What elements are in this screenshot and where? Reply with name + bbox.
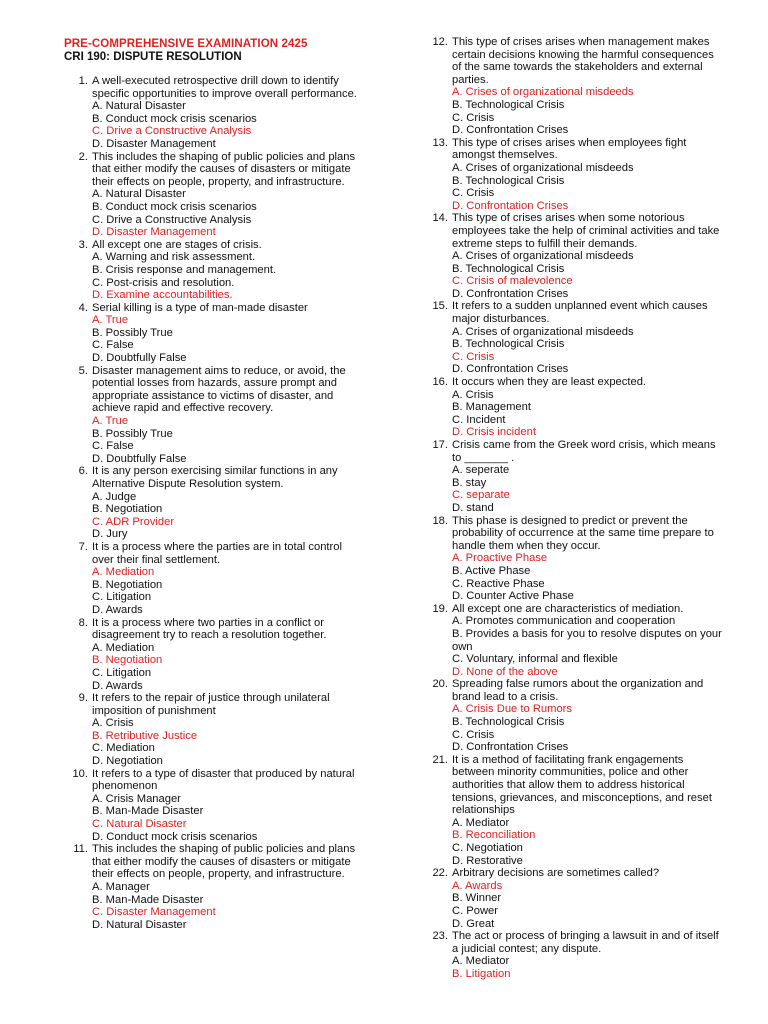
- question-text: It refers to a type of disaster that produced by natural phenomenon: [92, 767, 355, 793]
- answer-option-correct: D. Disaster Management: [92, 226, 216, 239]
- question-item: [424, 930, 724, 980]
- question-text: This includes the shaping of public policies and plans that either modify the causes of disasters or mitigate their effects on people, property, and infrastructure.: [92, 843, 356, 881]
- question-number: 4.: [78, 301, 88, 314]
- answer-option: B. Crisis response and management.: [92, 263, 277, 276]
- answer-option: C. Reactive Phase: [452, 577, 545, 590]
- answer-option: D. Confrontation Crises: [452, 741, 569, 754]
- right-column: [424, 36, 724, 981]
- answer-option: A. Crisis: [452, 388, 494, 401]
- question-text: It refers to the repair of justice through unilateral imposition of punishment: [92, 692, 330, 717]
- question-item: [424, 515, 724, 603]
- exam-header: [64, 38, 307, 64]
- answer-option: C. Drive a Constructive Analysis: [92, 213, 252, 226]
- question-number: 9.: [78, 692, 88, 705]
- answer-option: A. Crises of organizational misdeeds: [452, 250, 634, 263]
- answer-option: B. Possibly True: [92, 326, 173, 339]
- question-text: The act or process of bringing a lawsuit in and of itself a judicial contest; any dispute.: [452, 930, 719, 955]
- answer-option: C. Litigation: [92, 591, 152, 604]
- question-text: This type of crises arises when management makes certain decisions knowing the harmful consequences of the same towards the stakeholders and external parties.: [452, 36, 714, 86]
- question-item: [64, 239, 364, 302]
- answer-option: A. Manager: [92, 881, 150, 893]
- question-item: [64, 365, 364, 466]
- answer-option-correct: B. Reconciliation: [452, 829, 536, 842]
- answer-option: B. Technological Crisis: [452, 98, 565, 111]
- answer-option: C. Crisis: [452, 111, 495, 124]
- answer-option: C. Mediation: [92, 742, 155, 755]
- question-item: [424, 603, 724, 679]
- question-number: 10.: [72, 767, 88, 780]
- answer-option: D. Awards: [92, 603, 143, 616]
- answer-option-correct: D. None of the above: [452, 665, 558, 678]
- question-number: 2.: [78, 150, 88, 163]
- question-item: [424, 212, 724, 300]
- answer-option: A. seperate: [452, 464, 510, 477]
- answer-option: D. Natural Disaster: [92, 918, 187, 931]
- question-text: It is any person exercising similar functions in any Alternative Dispute Resolution system.: [92, 465, 338, 490]
- answer-option: C. False: [92, 339, 134, 352]
- answer-option: B. Provides a basis for you to resolve disputes on your own: [452, 627, 722, 653]
- question-number: 13.: [432, 136, 448, 149]
- question-item: [424, 439, 724, 515]
- question-number: 14.: [432, 212, 448, 225]
- question-text: A well-executed retrospective drill down to identify specific opportunities to improve overall performance.: [92, 75, 357, 100]
- answer-option: B. Technological Crisis: [452, 338, 565, 351]
- exam-title: PRE-COMPREHENSIVE EXAMINATION 2425: [64, 38, 308, 50]
- answer-option: D. Jury: [92, 528, 128, 541]
- answer-option: B. Management: [452, 401, 531, 414]
- answer-option: A. Mediator: [452, 816, 510, 829]
- answer-option-correct: A. Crisis Due to Rumors: [452, 703, 572, 716]
- answer-option: B. stay: [452, 476, 487, 489]
- question-text: Spreading false rumors about the organization and brand lead to a crisis.: [452, 678, 704, 703]
- answer-option: C. Power: [452, 904, 499, 917]
- question-number: 22.: [432, 867, 448, 880]
- answer-option: D. Doubtfully False: [92, 452, 187, 465]
- question-number: 23.: [432, 930, 448, 943]
- question-text: It refers to a sudden unplanned event which causes major disturbances.: [452, 300, 708, 326]
- question-item: [64, 465, 364, 541]
- question-number: 20.: [432, 678, 448, 691]
- question-text: This type of crises arises when employees fight amongst themselves.: [452, 136, 687, 162]
- answer-option: A. Crises of organizational misdeeds: [452, 325, 634, 338]
- question-text: It is a process where two parties in a conflict or disagreement try to reach a resolution together.: [92, 616, 327, 642]
- question-text: This type of crises arises when some notorious employees take the help of criminal activities and take extreme steps to fulfill their demands.: [452, 212, 720, 250]
- answer-option: C. Negotiation: [452, 842, 523, 854]
- question-text: It is a method of facilitating frank engagements between minority communities, police and other authorities that allow them to address historical tensions, grievances, and misconceptions, and reset relationships: [452, 753, 712, 817]
- answer-option-correct: B. Retributive Justice: [92, 729, 198, 742]
- answer-option-correct: B. Negotiation: [92, 654, 163, 667]
- question-number: 11.: [73, 843, 88, 856]
- answer-option: D. Awards: [92, 679, 143, 692]
- answer-option: A. Mediation: [92, 641, 155, 654]
- question-number: 5.: [78, 364, 88, 377]
- question-text: This includes the shaping of public policies and plans that either modify the causes of disasters or mitigate their effects on people, property, and infrastructure.: [92, 150, 356, 188]
- question-number: 21.: [432, 753, 448, 766]
- answer-option: D. Confrontation Crises: [452, 124, 569, 137]
- answer-option-correct: D. Crisis incident: [452, 426, 536, 439]
- question-item: [64, 302, 364, 365]
- question-number: 1.: [78, 75, 88, 87]
- answer-option-correct: A. True: [92, 314, 129, 327]
- question-number: 8.: [78, 616, 88, 629]
- question-item: [424, 678, 724, 754]
- course-title: CRI 190: DISPUTE RESOLUTION: [64, 51, 242, 63]
- answer-option: D. Counter Active Phase: [452, 590, 574, 603]
- answer-option: B. Winner: [452, 892, 502, 905]
- answer-option: B. Negotiation: [92, 503, 163, 516]
- question-number: 15.: [432, 300, 448, 313]
- answer-option: D. Doubtfully False: [92, 352, 187, 365]
- answer-option: D. Negotiation: [92, 755, 163, 768]
- answer-option: A. Promotes communication and cooperation: [452, 615, 676, 628]
- answer-option: B. Man-Made Disaster: [92, 893, 204, 906]
- answer-option-correct: C. Natural Disaster: [92, 818, 187, 831]
- answer-option: B. Technological Crisis: [452, 262, 565, 275]
- question-item: [424, 300, 724, 376]
- question-text: This phase is designed to predict or prevent the probability of occurrence at the same time prepare to handle them when they occur.: [452, 514, 714, 552]
- answer-option: A. Crisis: [92, 717, 134, 730]
- answer-option-correct: A. Proactive Phase: [452, 552, 548, 565]
- question-text: Crisis came from the Greek word crisis, which means to _______ .: [452, 439, 716, 464]
- answer-option: A. Crisis Manager: [92, 792, 181, 805]
- question-text: Arbitrary decisions are sometimes called?: [452, 867, 660, 880]
- answer-option: B. Man-Made Disaster: [92, 805, 204, 818]
- question-item: [424, 137, 724, 213]
- question-item: [64, 541, 364, 617]
- question-item: [64, 843, 364, 931]
- answer-option: B. Possibly True: [92, 427, 173, 440]
- question-number: 12.: [432, 36, 448, 48]
- question-item: [64, 75, 364, 151]
- answer-option-correct: C. Crisis of malevolence: [452, 275, 573, 288]
- question-number: 16.: [432, 376, 448, 389]
- answer-option: C. Crisis: [452, 728, 495, 741]
- question-item: [64, 617, 364, 693]
- answer-option: D. Disaster Management: [92, 137, 216, 150]
- question-item: [64, 768, 364, 844]
- answer-option: B. Conduct mock crisis scenarios: [92, 200, 257, 213]
- answer-option-correct: C. Drive a Constructive Analysis: [92, 125, 252, 138]
- answer-option-correct: B. Litigation: [452, 967, 511, 980]
- question-number: 18.: [432, 514, 448, 527]
- question-number: 6.: [78, 465, 88, 478]
- answer-option: C. Litigation: [92, 666, 152, 679]
- answer-option: B. Active Phase: [452, 564, 531, 577]
- answer-option: D. Confrontation Crises: [452, 287, 569, 300]
- answer-option: C. Crisis: [452, 187, 495, 200]
- answer-option: A. Natural Disaster: [92, 100, 186, 113]
- answer-option: D. Confrontation Crises: [452, 363, 569, 376]
- question-text: It is a process where the parties are in total control over their final settlement.: [92, 540, 342, 566]
- answer-option: D. Conduct mock crisis scenarios: [92, 830, 258, 843]
- answer-option-correct: A. Mediation: [92, 566, 155, 579]
- answer-option: B. Technological Crisis: [452, 716, 565, 729]
- answer-option: D. Restorative: [452, 854, 523, 867]
- question-text: Disaster management aims to reduce, or avoid, the potential losses from hazards, assure prompt and appropriate assistance to victims of disaster, and achieve rapid and effective recovery.: [92, 364, 346, 415]
- answer-option-correct: A. True: [92, 415, 129, 428]
- question-item: [424, 376, 724, 439]
- question-item: [424, 36, 724, 137]
- answer-option: C. Incident: [452, 413, 506, 426]
- answer-option: C. False: [92, 440, 134, 453]
- answer-option: C. Post-crisis and resolution.: [92, 276, 235, 289]
- question-item: [64, 151, 364, 239]
- answer-option: C. Voluntary, informal and flexible: [452, 653, 618, 666]
- answer-option: D. stand: [452, 501, 494, 514]
- answer-option: A. Natural Disaster: [92, 188, 186, 201]
- question-item: [424, 867, 724, 930]
- answer-option-correct: C. separate: [452, 489, 510, 502]
- answer-option: D. Great: [452, 917, 495, 930]
- question-item: [64, 692, 364, 768]
- answer-option-correct: C. Crisis: [452, 350, 495, 363]
- question-item: [424, 754, 724, 867]
- answer-option: B. Technological Crisis: [452, 174, 565, 187]
- question-text: It occurs when they are least expected.: [452, 376, 647, 389]
- answer-option-correct: D. Confrontation Crises: [452, 199, 569, 212]
- question-text: Serial killing is a type of man-made disaster: [92, 301, 308, 314]
- answer-option-correct: A. Awards: [452, 879, 503, 892]
- answer-option-correct: C. ADR Provider: [92, 515, 175, 528]
- answer-option: B. Negotiation: [92, 578, 163, 591]
- question-number: 7.: [78, 540, 88, 553]
- answer-option-correct: D. Examine accountabilities.: [92, 289, 233, 302]
- question-text: All except one are characteristics of mediation.: [452, 602, 684, 615]
- answer-option: A. Crises of organizational misdeeds: [452, 161, 634, 174]
- question-text: All except one are stages of crisis.: [92, 238, 262, 251]
- answer-option: A. Judge: [92, 490, 137, 503]
- question-number: 19.: [432, 602, 448, 615]
- left-column: [64, 75, 364, 931]
- question-number: 3.: [78, 238, 88, 251]
- answer-option: B. Conduct mock crisis scenarios: [92, 112, 257, 125]
- answer-option: A. Mediator: [452, 955, 510, 968]
- answer-option: A. Warning and risk assessment.: [92, 251, 256, 264]
- question-number: 17.: [432, 439, 448, 451]
- answer-option-correct: C. Disaster Management: [92, 906, 216, 919]
- answer-option-correct: A. Crises of organizational misdeeds: [452, 86, 634, 99]
